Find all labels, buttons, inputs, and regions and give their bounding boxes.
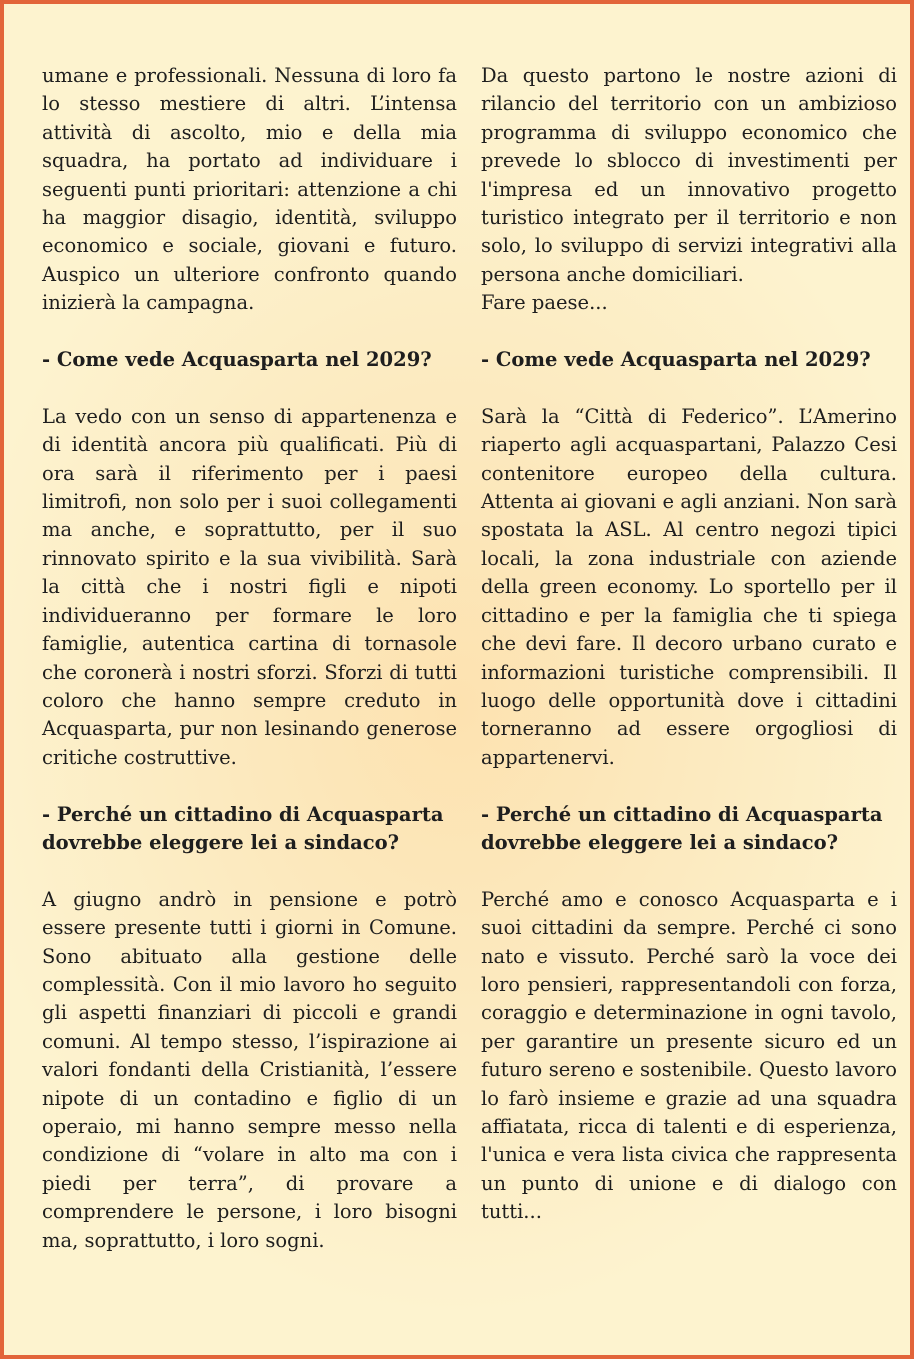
right-question-2029: - Come vede Acquasparta nel 2029?	[481, 348, 871, 372]
left-question-2029: - Come vede Acquasparta nel 2029?	[42, 348, 432, 372]
right-answer-why-elect: Perché amo e conosco Acquasparta e i suoi cittadini da sempre. Perché ci sono nato e vissuto. Perché sarò la voce dei loro pensieri, rappresentandoli con forza, coraggio e determinazione in ogni tavolo, per garantire un presente sicuro ed un futuro sereno e sostenibile. Questo lavoro lo farò insieme e grazie ad una squadra affiatata, ricca di talenti e di esperienza, l'unica e vera lista civica che rappresenta un punto di unione e di dialogo con tutti...	[481, 887, 897, 1224]
left-intro-paragraph: umane e professionali. Nessuna di loro fa lo stesso mestiere di altri. L’intensa attività di ascolto, mio e della mia squadra, ha portato ad individuare i seguenti punti prioritari: attenzione a chi ha maggior disagio, identità, sviluppo economico e sociale, giovani e futuro. Auspico un ulteriore confronto quando inizierà la campagna.	[42, 64, 457, 315]
right-intro-closing: Fare paese...	[481, 291, 608, 315]
left-answer-why-elect: A giugno andrò in pensione e potrò essere presente tutti i giorni in Comune. Sono abituato alla gestione delle complessità. Con il mio lavoro ho seguito gli aspetti finanziari di piccoli e grandi comuni. Al tempo stesso, l’ispirazione ai valori fondanti della Cristianità, l’essere nipote di un contadino e figlio di un operaio, mi hanno sempre messo nella condizione di “volare in alto ma con i piedi per terra”, di provare a comprendere le persone, i loro bisogni ma, soprattutto, i loro sogni.	[42, 887, 457, 1252]
left-column	[42, 62, 457, 1255]
left-question-why-elect: - Perché un cittadino di Acquasparta dovrebbe eleggere lei a sindaco?	[42, 802, 444, 854]
right-question-why-elect: - Perché un cittadino di Acquasparta dovrebbe eleggere lei a sindaco?	[481, 802, 883, 854]
right-intro-paragraph: Da questo partono le nostre azioni di rilancio del territorio con un ambizioso programma di sviluppo economico che prevede lo sblocco di investimenti per l'impresa ed un innovativo progetto turistico integrato per il territorio e non solo, lo sviluppo di servizi integrativi alla persona anche domiciliari.	[481, 64, 897, 286]
right-column	[481, 62, 897, 1227]
right-answer-2029: Sarà la “Città di Federico”. L’Amerino riaperto agli acquaspartani, Palazzo Cesi contenitore europeo della cultura. Attenta ai giovani e agli anziani. Non sarà spostata la ASL. Al centro negozi tipici locali, la zona industriale con aziende della green economy. Lo sportello per il cittadino e per la famiglia che ti spiega che devi fare. Il decoro urbano curato e informazioni turistiche comprensibili. Il luogo delle opportunità dove i cittadini torneranno ad essere orgogliosi di appartenervi.	[481, 404, 897, 769]
left-answer-2029: La vedo con un senso di appartenenza e di identità ancora più qualificati. Più di ora sarà il riferimento per i paesi limitrofi, non solo per i suoi collegamenti ma anche, e soprattutto, per il suo rinnovato spirito e la sua vivibilità. Sarà la città che i nostri figli e nipoti individueranno per formare le loro famiglie, autentica cartina di tornasole che coronerà i nostri sforzi. Sforzi di tutti coloro che hanno sempre creduto in Acquasparta, pur non lesinando generose critiche costruttive.	[42, 404, 457, 769]
